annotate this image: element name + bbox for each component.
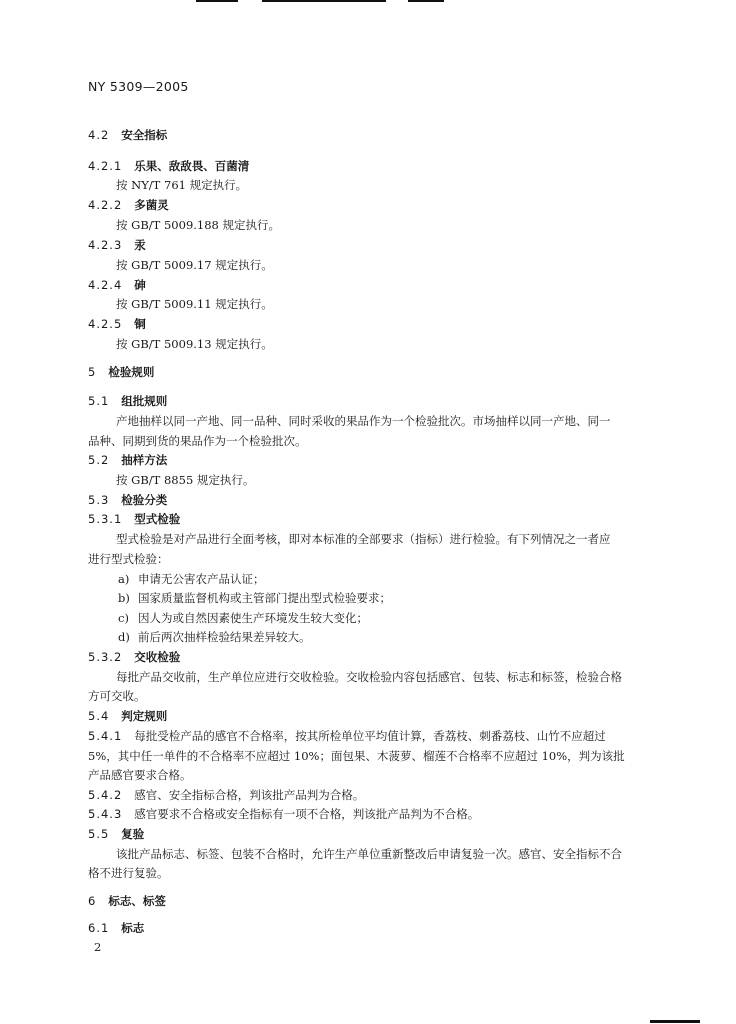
section-6: 6 标志、标签 [88,894,166,908]
list-item-c: c) 因人为或自然因素使生产环境发生较大变化； [118,611,368,625]
list-item-a: a) 申请无公害农产品认证； [118,572,265,586]
para-5-5-line-1: 该批产品标志、标签、包装不合格时，允许生产单位重新整改后申请复验一次。感官、安全指标不合 [116,847,622,861]
para-5-1-line-1: 产地抽样以同一产地、同一品种、同时采收的果品作为一个检验批次。市场抽样以同一产地、同一 [116,414,611,428]
para-5-1-line-2: 品种、同期到货的果品作为一个检验批次。 [88,434,307,448]
page-number: 2 [94,940,102,954]
section-5: 5 检验规则 [88,365,155,379]
section-5-3: 5.3 检验分类 [88,493,168,507]
section-5-5: 5.5 复验 [88,827,145,841]
para-4-2-5: 按 GB/T 5009.13 规定执行。 [116,337,273,351]
section-5-3-2: 5.3.2 交收检验 [88,650,181,664]
para-5-3-1-line-1: 型式检验是对产品进行全面考核，即对本标准的全部要求（指标）进行检验。有下列情况之一者应 [116,532,611,546]
section-4-2-2: 4.2.2 多菌灵 [88,198,169,212]
para-5-4-2: 5.4.2 感官、安全指标合格，判该批产品判为合格。 [88,788,365,802]
para-4-2-2: 按 GB/T 5009.188 规定执行。 [116,218,281,232]
para-5-3-2-line-1: 每批产品交收前，生产单位应进行交收检验。交收检验内容包括感官、包装、标志和标签，检验合格 [116,670,622,684]
top-rule-2 [262,0,386,2]
para-5-5-line-2: 格不进行复验。 [88,866,169,880]
para-5-4-3: 5.4.3 感官要求不合格或安全指标有一项不合格，判该批产品判为不合格。 [88,807,480,821]
para-5-3-2-line-2: 方可交收。 [88,689,146,703]
para-4-2-1: 按 NY/T 761 规定执行。 [116,178,248,192]
section-4-2-1: 4.2.1 乐果、敌敌畏、百菌清 [88,159,250,173]
section-5-3-1: 5.3.1 型式检验 [88,512,181,526]
section-4-2-5: 4.2.5 铜 [88,317,146,331]
list-item-b: b) 国家质量监督机构或主管部门提出型式检验要求； [118,591,391,605]
section-4-2-3: 4.2.3 汞 [88,238,146,252]
bottom-rule [650,1020,700,1023]
top-rule-3 [408,0,444,2]
top-rule-1 [196,0,238,2]
para-5-3-1-line-2: 进行型式检验： [88,552,169,566]
section-5-4: 5.4 判定规则 [88,709,168,723]
section-4-2-4: 4.2.4 砷 [88,278,146,292]
list-item-d: d) 前后两次抽样检验结果差异较大。 [118,630,311,644]
section-4-2: 4.2 安全指标 [88,128,168,142]
para-5-2: 按 GB/T 8855 规定执行。 [116,473,255,487]
section-5-2: 5.2 抽样方法 [88,453,168,467]
para-4-2-4: 按 GB/T 5009.11 规定执行。 [116,297,273,311]
para-4-2-3: 按 GB/T 5009.17 规定执行。 [116,258,273,272]
para-5-4-1-line-2: 5%，其中任一单件的不合格率不应超过 10%；面包果、木菠萝、榴莲不合格率不应超过 10%，判为该批 [88,749,625,763]
para-5-4-1-line-3: 产品感官要求合格。 [88,768,192,782]
para-5-4-1-line-1: 5.4.1 每批受检产品的感官不合格率，按其所检单位平均值计算，香荔枝、刺番荔枝、山竹不应超过 [88,729,606,743]
section-6-1: 6.1 标志 [88,921,145,935]
section-5-1: 5.1 组批规则 [88,394,168,408]
document-header: NY 5309—2005 [88,79,189,94]
